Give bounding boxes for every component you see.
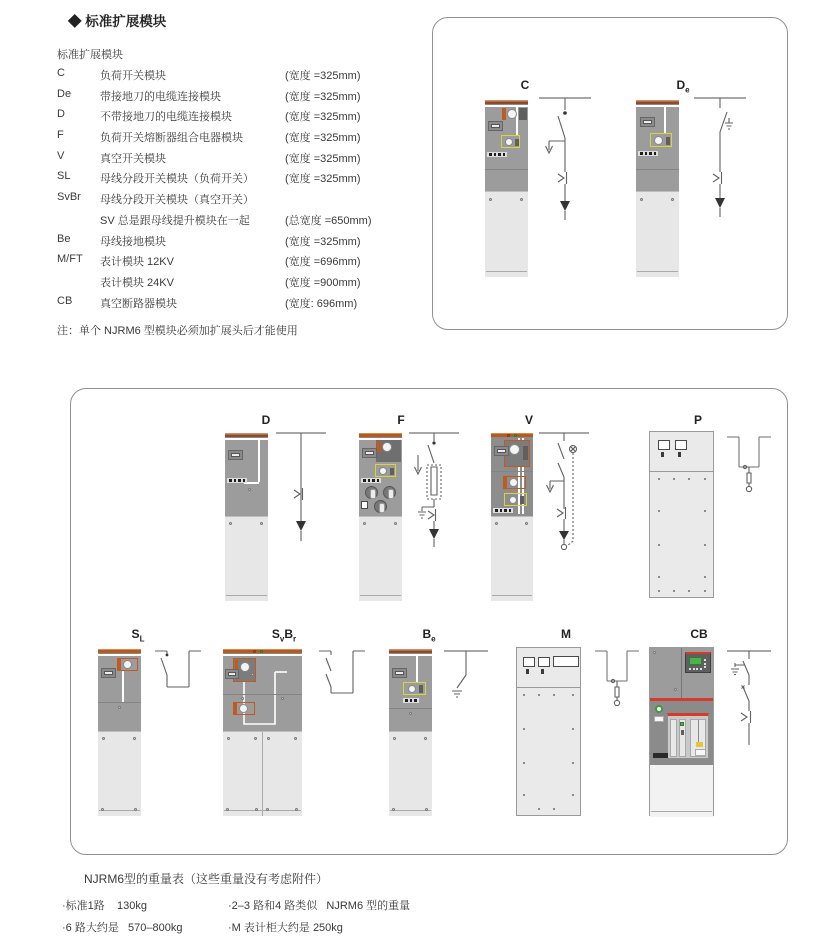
rivet-icon — [688, 478, 690, 480]
module-row-mft — [57, 250, 397, 271]
label-sub: e — [431, 634, 436, 644]
cabinet-breaker-section — [650, 701, 713, 765]
cabinet-d-illustration — [225, 433, 268, 601]
module-desc: 负荷开关模块 — [100, 70, 166, 82]
rivet-icon — [572, 728, 574, 730]
orange-tag — [502, 108, 506, 120]
panel-divider — [98, 702, 141, 703]
routing-line — [416, 656, 418, 682]
label-main: B — [284, 627, 293, 641]
screw-icon — [254, 737, 257, 740]
panel-divider — [389, 708, 432, 709]
screw-icon — [248, 488, 251, 491]
cabinet-lower-door — [517, 688, 580, 815]
module-row-de — [57, 85, 397, 106]
screw-icon — [409, 712, 412, 715]
circuit-diagram-m — [589, 645, 645, 715]
indicator-dots — [403, 698, 419, 703]
rivet-icon — [572, 794, 574, 796]
dark-chip — [681, 730, 684, 735]
cabinet-label-cb — [679, 627, 719, 641]
rivet-icon — [523, 728, 525, 730]
cabinet-m-illustration — [516, 647, 581, 816]
module-desc: 真空开关模块 — [100, 152, 166, 165]
module-desc: 表计模块 24KV — [100, 276, 174, 289]
rivet-icon — [523, 762, 525, 764]
rivet-icon — [658, 576, 660, 578]
module-code: SvBr — [57, 191, 81, 204]
orange-tag — [504, 477, 507, 488]
yellow-tag — [696, 742, 703, 747]
interlock-box — [375, 464, 396, 477]
module-desc: 真空断路器模块 — [100, 297, 177, 310]
mechanism-block — [520, 496, 524, 504]
panel-modules — [70, 388, 788, 855]
module-desc: 表计模块 12KV — [100, 256, 174, 269]
indicator-dot-green — [260, 650, 263, 653]
screw-icon — [295, 808, 298, 811]
cabinet-upper-body — [485, 107, 528, 191]
cabinet-lower-door — [98, 731, 141, 816]
module-code: Be — [57, 232, 71, 245]
label-main: V — [524, 413, 533, 427]
routing-line — [122, 670, 124, 702]
fuse-dial-icon — [365, 486, 378, 499]
label-sub: e — [685, 85, 690, 95]
orange-tag — [377, 441, 381, 452]
indicator-dot-green — [514, 434, 517, 437]
rivet-icon — [538, 808, 540, 810]
fuse-dial-icon — [383, 486, 396, 499]
screw-icon — [653, 651, 656, 654]
cabinet-lower-door — [485, 191, 528, 277]
cabinet-top-strip — [225, 433, 268, 438]
screw-icon — [101, 808, 104, 811]
panel-line — [698, 720, 699, 744]
cabinet-sl-illustration — [98, 649, 141, 816]
module-width: (宽度 =325mm) — [285, 152, 361, 165]
module-code: CB — [57, 294, 73, 307]
rivet-icon — [553, 694, 555, 696]
cabinet-relay-section — [650, 648, 713, 698]
module-width: (宽度 =325mm) — [285, 173, 361, 186]
screw-icon — [226, 808, 229, 811]
weight-item-6ways: ·6 路大约是 570–800kg — [62, 922, 183, 934]
label-sub: v — [279, 634, 285, 644]
panel-divider — [636, 169, 679, 170]
module-desc: 带接地刀的电缆连接模块 — [100, 90, 221, 103]
cabinet-label-be — [409, 627, 449, 643]
label-sub: r — [293, 634, 297, 644]
relay-screen — [689, 657, 702, 665]
nameplate — [653, 753, 668, 758]
cabinet-base — [226, 595, 267, 600]
rivet-icon — [658, 510, 660, 512]
cabinet-label-f — [381, 413, 421, 427]
actuator-disk-icon — [654, 136, 663, 145]
cabinet-top-strip — [98, 649, 141, 654]
pressure-gauge-icon — [101, 668, 116, 678]
small-window — [361, 501, 368, 509]
screw-icon — [134, 808, 137, 811]
cabinet-de-illustration — [636, 100, 679, 277]
cabinet-p-illustration — [649, 431, 714, 598]
meter-switch — [661, 452, 664, 457]
label-main: M — [561, 627, 571, 641]
page-title: ◆ 标准扩展模块 — [68, 14, 167, 29]
screw-icon — [102, 737, 105, 740]
label-main: B — [422, 627, 432, 641]
module-row-f — [57, 126, 397, 147]
cabinet-label-de — [663, 78, 703, 94]
cabinet-label-v — [509, 413, 549, 427]
indicator-dots — [361, 478, 381, 483]
weight-item-2-4ways: ·2–3 路和4 路类似 NJRM6 型的重量 — [228, 900, 411, 912]
screw-icon — [489, 198, 492, 201]
screw-icon — [251, 673, 254, 676]
actuator-disk-icon — [240, 662, 250, 672]
screw-icon — [425, 808, 428, 811]
meter-switch — [526, 669, 529, 674]
circuit-diagram-cb — [721, 645, 777, 775]
rivet-icon — [658, 590, 660, 592]
screw-icon — [267, 737, 270, 740]
interlock-box — [504, 493, 527, 506]
rivet-icon — [572, 694, 574, 696]
circuit-diagram-p — [721, 431, 777, 506]
rivet-icon — [704, 576, 706, 578]
green-chip — [680, 722, 684, 726]
module-code: M/FT — [57, 253, 83, 266]
orange-tag — [234, 703, 237, 714]
actuator-box — [503, 476, 526, 489]
mechanism-housing — [376, 440, 401, 462]
weight-table-title: NJRM6型的重量表（这些重量没有考虑附件） — [84, 872, 329, 886]
screw-icon — [394, 522, 397, 525]
label-main: F — [397, 413, 405, 427]
rivet-icon — [658, 544, 660, 546]
module-list-heading: 标准扩展模块 — [57, 49, 123, 61]
module-list — [57, 64, 397, 312]
cabinet-top-strip — [223, 649, 302, 654]
rivet-icon — [673, 590, 675, 592]
pressure-gauge-icon — [225, 669, 239, 679]
actuator-disk-icon — [239, 704, 248, 713]
weight-item-standard: ·标准1路 130kg — [62, 900, 147, 912]
screw-icon — [241, 697, 244, 700]
cabinet-base — [637, 271, 678, 276]
module-row-sl — [57, 167, 397, 188]
module-row-cb — [57, 292, 397, 313]
rivet-icon — [523, 694, 525, 696]
meter-window — [523, 657, 535, 667]
protection-relay — [685, 652, 711, 673]
meter-switch — [541, 669, 544, 674]
panel-c-de — [432, 17, 788, 330]
usage-note: 注：单个 NJRM6 型模块必须加扩展头后才能使用 — [57, 325, 298, 337]
screw-icon — [260, 522, 263, 525]
cabinet-meter-section — [517, 648, 580, 688]
cabinet-top-strip — [485, 100, 528, 105]
interlock-box — [403, 682, 426, 695]
module-row-d — [57, 105, 397, 126]
meter-window — [538, 657, 550, 667]
pressure-gauge-icon — [494, 446, 509, 456]
rivet-icon — [704, 590, 706, 592]
cabinet-v-illustration — [491, 433, 533, 601]
mechanism-block — [666, 137, 670, 145]
indicator-dots — [493, 508, 513, 513]
screw-icon — [294, 737, 297, 740]
cabinet-lower-door — [359, 516, 402, 601]
rivet-icon — [704, 544, 706, 546]
screw-icon — [671, 198, 674, 201]
indicator-dots — [638, 151, 658, 156]
actuator-disk-icon — [123, 660, 132, 669]
meter-switch — [678, 452, 681, 457]
mechanism-block — [519, 108, 527, 120]
circuit-diagram-svbr — [313, 645, 369, 723]
circuit-diagram-sl — [149, 645, 205, 723]
door-divider — [262, 732, 263, 816]
cabinet-label-d — [246, 413, 286, 427]
actuator-disk-icon — [505, 138, 513, 146]
cabinet-base — [651, 811, 712, 816]
module-desc: 母线分段开关模块（负荷开关） — [100, 173, 254, 186]
cabinet-label-c — [505, 78, 545, 94]
orange-tag — [118, 659, 121, 670]
circuit-diagram-f — [404, 429, 464, 574]
module-desc: 不带接地刀的电缆连接模块 — [100, 111, 232, 124]
pressure-gauge-icon — [488, 121, 503, 131]
fuse-dial-icon — [374, 500, 387, 513]
cabinet-label-svbr — [264, 627, 304, 643]
module-width: (宽度 =325mm) — [285, 70, 361, 82]
cabinet-top-strip — [636, 100, 679, 105]
rivet-icon — [704, 478, 706, 480]
cabinet-svbr-illustration — [223, 649, 302, 816]
interlock-box — [501, 135, 520, 148]
actuator-disk-icon — [507, 109, 517, 119]
label-main: CB — [690, 627, 708, 641]
cabinet-lower-door — [225, 516, 268, 601]
module-width: (宽度 =325mm) — [285, 235, 361, 248]
module-row-be — [57, 230, 397, 251]
mechanism-block — [523, 446, 528, 460]
label-main: D — [261, 413, 271, 427]
module-row-v — [57, 147, 397, 168]
circuit-diagram-be — [438, 645, 494, 715]
relay-buttons — [689, 668, 702, 670]
cabinet-lower-door — [650, 472, 713, 597]
module-row-c — [57, 64, 397, 85]
module-desc: 母线接地模块 — [100, 235, 166, 248]
pressure-gauge-icon — [640, 117, 655, 127]
indicator-dots — [487, 152, 507, 157]
cabinet-lower-door — [650, 765, 713, 817]
mechanism-block — [390, 468, 394, 475]
module-code: D — [57, 108, 65, 121]
cabinet-base — [486, 271, 527, 276]
meter-display-window — [553, 656, 579, 667]
panel-divider — [485, 169, 528, 170]
actuator-disk-icon — [509, 496, 517, 504]
label-main: C — [520, 78, 530, 92]
cabinet-base — [492, 595, 532, 600]
rivet-icon — [553, 808, 555, 810]
actuator-disk-icon — [382, 442, 392, 452]
relay-leds — [704, 659, 706, 668]
status-indicator-icon — [655, 705, 663, 713]
module-row-sv-note — [57, 209, 397, 230]
label-main: S — [271, 627, 280, 641]
rivet-icon — [688, 590, 690, 592]
pressure-gauge-icon — [392, 668, 407, 678]
rating-label — [695, 749, 706, 756]
small-label — [654, 716, 664, 722]
cabinet-upper-body — [491, 438, 533, 516]
screw-icon — [392, 808, 395, 811]
screw-icon — [229, 522, 232, 525]
cabinet-base — [360, 595, 401, 600]
interlock-box — [650, 133, 672, 147]
screw-icon — [525, 522, 528, 525]
actuator-disk-icon — [408, 685, 416, 693]
cabinet-upper-body — [359, 440, 402, 516]
module-width: (宽度 =325mm) — [285, 90, 361, 103]
rivet-icon — [538, 694, 540, 696]
routing-line — [664, 107, 666, 133]
cabinet-top-strip — [359, 433, 402, 438]
cabinet-label-m — [546, 627, 586, 641]
cabinet-lower-door — [491, 516, 533, 601]
mechanism-block — [419, 685, 423, 693]
module-desc: SV 总是跟母线提升模块在一起 — [100, 214, 250, 227]
screw-icon — [255, 808, 258, 811]
circuit-diagram-v — [534, 429, 594, 579]
actuator-box — [233, 702, 255, 715]
cabinet-upper-body — [98, 656, 141, 731]
meter-window — [675, 440, 687, 450]
pressure-gauge-icon — [228, 450, 243, 460]
screw-icon — [424, 737, 427, 740]
rivet-icon — [572, 762, 574, 764]
cabinet-base — [224, 810, 301, 815]
module-width: (宽度 =900mm) — [285, 276, 361, 289]
module-width: (宽度 =325mm) — [285, 132, 361, 145]
meter-window — [658, 440, 670, 450]
screw-icon — [520, 198, 523, 201]
rivet-icon — [658, 478, 660, 480]
cabinet-upper-body — [223, 656, 302, 731]
actuator-disk-icon — [509, 444, 520, 455]
cabinet-top-strip — [389, 649, 432, 654]
mechanism-block — [515, 139, 519, 146]
screw-icon — [393, 737, 396, 740]
screw-icon — [281, 697, 284, 700]
module-row-mft24 — [57, 271, 397, 292]
module-code: F — [57, 129, 64, 142]
indicator-dot-orange — [507, 434, 510, 437]
cabinet-c-illustration — [485, 100, 528, 277]
screw-icon — [674, 688, 677, 691]
cabinet-cb-illustration — [649, 647, 714, 816]
actuator-disk-icon — [379, 467, 387, 475]
indicator-dot-orange — [253, 650, 256, 653]
cabinet-upper-body — [225, 440, 268, 516]
label-main: D — [676, 78, 686, 92]
module-width: (宽度: 696mm) — [285, 297, 358, 310]
pressure-gauge-icon — [362, 448, 377, 458]
label-main: P — [693, 413, 702, 427]
actuator-disk-icon — [509, 478, 518, 487]
panel-divider — [491, 471, 533, 472]
module-code: SL — [57, 170, 71, 183]
routing-line — [258, 440, 260, 482]
screw-icon — [118, 706, 121, 709]
module-width: (宽度 =325mm) — [285, 111, 361, 124]
module-width: (总宽度 =650mm) — [285, 214, 372, 227]
screw-icon — [227, 737, 230, 740]
cabinet-label-sl — [118, 627, 158, 643]
module-code: De — [57, 87, 72, 100]
rivet-icon — [704, 510, 706, 512]
circuit-diagram-d — [271, 429, 331, 569]
rivet-icon — [673, 478, 675, 480]
module-code: V — [57, 149, 65, 162]
module-code: C — [57, 67, 65, 79]
cabinet-label-p — [678, 413, 718, 427]
screw-icon — [133, 737, 136, 740]
module-desc: 负荷开关熔断器组合电器模块 — [100, 132, 243, 145]
circuit-diagram-de — [688, 94, 752, 230]
panel-divider — [223, 694, 302, 695]
label-main: S — [131, 627, 140, 641]
weight-item-meter: ·M 表计柜大约是 250kg — [228, 922, 343, 934]
module-row-svbr — [57, 188, 397, 209]
cabinet-upper-body — [389, 656, 432, 731]
door-divider — [681, 648, 682, 698]
cabinet-lower-door — [389, 731, 432, 816]
cabinet-be-illustration — [389, 649, 432, 816]
breaker-column — [670, 719, 677, 757]
cabinet-lower-doors — [223, 731, 302, 816]
circuit-diagram-c — [533, 94, 597, 230]
rivet-icon — [523, 794, 525, 796]
screw-icon — [266, 808, 269, 811]
cabinet-f-illustration — [359, 433, 402, 601]
cabinet-upper-body — [636, 107, 679, 191]
indicator-dots — [227, 478, 247, 483]
module-width: (宽度 =696mm) — [285, 256, 361, 269]
module-desc: 母线分段开关模块（真空开关） — [100, 194, 254, 207]
screw-icon — [640, 198, 643, 201]
screw-icon — [363, 522, 366, 525]
actuator-box — [117, 658, 138, 671]
cabinet-meter-section — [650, 432, 713, 472]
breaker-cart — [667, 713, 709, 759]
screw-icon — [495, 522, 498, 525]
cabinet-lower-door — [636, 191, 679, 277]
label-sub: L — [139, 634, 145, 644]
